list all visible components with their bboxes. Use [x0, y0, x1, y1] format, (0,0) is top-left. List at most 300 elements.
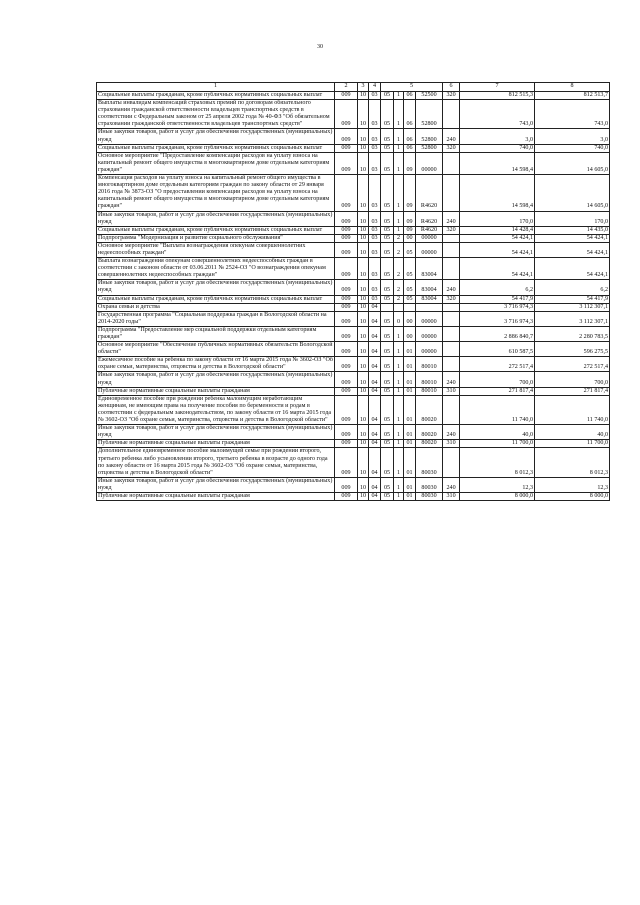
row-code-cell: 10 — [358, 448, 369, 477]
row-amount-cell: 8 000,0 — [460, 492, 535, 500]
row-code-cell: 05 — [404, 242, 416, 257]
header-cell: 1 — [97, 83, 335, 92]
row-code-cell: 009 — [335, 295, 358, 303]
row-code-cell: 009 — [335, 280, 358, 295]
row-code-cell: 10 — [358, 295, 369, 303]
row-amount-cell: 3 112 307,1 — [535, 311, 610, 326]
row-code-cell: 009 — [335, 234, 358, 242]
row-code-cell: 10 — [358, 100, 369, 129]
row-code-cell: R4620 — [416, 226, 443, 234]
row-code-cell: 009 — [335, 395, 358, 424]
table-row — [97, 280, 610, 295]
row-name-cell: Иные закупки товаров, работ и услуг для обеспечения государственных (муниципальных) нужд — [97, 280, 335, 295]
row-code-cell: 1 — [394, 100, 404, 129]
row-code-cell: 04 — [369, 395, 381, 424]
row-amount-cell: 11 740,0 — [460, 395, 535, 424]
row-code-cell: 10 — [358, 129, 369, 144]
row-code-cell: 10 — [358, 492, 369, 500]
row-code-cell: 09 — [404, 211, 416, 226]
row-code-cell: 00000 — [416, 326, 443, 341]
row-code-cell: 320 — [443, 144, 460, 152]
row-code-cell: 01 — [404, 387, 416, 395]
row-amount-cell: 54 424,1 — [535, 242, 610, 257]
row-code-cell — [443, 357, 460, 372]
row-code-cell: 06 — [404, 144, 416, 152]
row-code-cell: 2 — [394, 234, 404, 242]
row-name-cell: Государственная программа "Социальная поддержка граждан в Вологодской области на 2014-2020 годы" — [97, 311, 335, 326]
row-code-cell: 1 — [394, 425, 404, 440]
row-code-cell: 83004 — [416, 280, 443, 295]
row-code-cell: 320 — [443, 226, 460, 234]
page-number: 30 — [317, 44, 323, 50]
row-amount-cell: 54 424,1 — [460, 234, 535, 242]
row-code-cell: 05 — [381, 211, 394, 226]
row-code-cell: 05 — [381, 242, 394, 257]
row-code-cell: 10 — [358, 211, 369, 226]
row-code-cell: 05 — [381, 234, 394, 242]
row-code-cell: 10 — [358, 425, 369, 440]
row-code-cell: 04 — [369, 372, 381, 387]
row-code-cell — [443, 100, 460, 129]
row-code-cell: 05 — [381, 425, 394, 440]
row-code-cell: 03 — [369, 295, 381, 303]
row-amount-cell: 3,0 — [535, 129, 610, 144]
row-amount-cell: 3 716 974,3 — [460, 303, 535, 311]
table-row — [97, 242, 610, 257]
row-amount-cell: 54 424,1 — [460, 242, 535, 257]
row-name-cell: Иные закупки товаров, работ и услуг для обеспечения государственных (муниципальных) нужд — [97, 425, 335, 440]
row-code-cell: 10 — [358, 342, 369, 357]
row-code-cell: 10 — [358, 280, 369, 295]
row-code-cell: 03 — [369, 152, 381, 174]
row-amount-cell: 812 513,7 — [535, 92, 610, 100]
row-amount-cell: 11 700,0 — [535, 440, 610, 448]
row-code-cell: 00 — [404, 311, 416, 326]
row-code-cell: 10 — [358, 357, 369, 372]
row-code-cell: 009 — [335, 226, 358, 234]
row-amount-cell: 12,3 — [535, 477, 610, 492]
row-name-cell: Иные закупки товаров, работ и услуг для обеспечения государственных (муниципальных) нужд — [97, 211, 335, 226]
row-amount-cell: 14 598,4 — [460, 152, 535, 174]
row-code-cell: 04 — [369, 440, 381, 448]
row-code-cell: 01 — [404, 357, 416, 372]
header-cell: 4 — [369, 83, 381, 92]
row-code-cell: 0 — [394, 311, 404, 326]
table-row — [97, 372, 610, 387]
row-code-cell — [381, 303, 394, 311]
row-amount-cell: 54 424,1 — [535, 258, 610, 280]
row-code-cell: 2 — [394, 258, 404, 280]
row-amount-cell: 272 517,4 — [535, 357, 610, 372]
header-cell: 2 — [335, 83, 358, 92]
row-code-cell: 240 — [443, 477, 460, 492]
row-code-cell: 1 — [394, 144, 404, 152]
row-code-cell: 80020 — [416, 440, 443, 448]
row-name-cell: Иные закупки товаров, работ и услуг для обеспечения государственных (муниципальных) нужд — [97, 372, 335, 387]
row-code-cell: 03 — [369, 280, 381, 295]
row-code-cell: 06 — [404, 129, 416, 144]
row-code-cell: 04 — [369, 326, 381, 341]
row-code-cell — [443, 152, 460, 174]
row-code-cell: R4620 — [416, 175, 443, 211]
row-code-cell: 10 — [358, 175, 369, 211]
row-amount-cell: 54 424,1 — [460, 258, 535, 280]
row-code-cell: 05 — [381, 226, 394, 234]
row-code-cell: 320 — [443, 295, 460, 303]
row-code-cell: 03 — [369, 258, 381, 280]
table-row — [97, 152, 610, 174]
row-code-cell: 05 — [404, 280, 416, 295]
row-code-cell: 80010 — [416, 387, 443, 395]
row-code-cell: 03 — [369, 234, 381, 242]
row-code-cell: 1 — [394, 492, 404, 500]
row-code-cell: 80030 — [416, 492, 443, 500]
row-code-cell: 80010 — [416, 372, 443, 387]
row-code-cell: 04 — [369, 342, 381, 357]
row-code-cell: 04 — [369, 477, 381, 492]
budget-table — [96, 82, 610, 501]
row-code-cell: 05 — [381, 448, 394, 477]
row-name-cell: Компенсация расходов на уплату взноса на капитальный ремонт общего имущества в многоквартирном доме отдельным категориям граждан по закону области от 29 января 2016 года № 3873-ОЗ "О предоставлении компенсации расходов на уплату взноса на капитальный ремонт общего имущества в многоквартирном доме отдельным категориям граждан" — [97, 175, 335, 211]
row-name-cell: Социальные выплаты гражданам, кроме публичных нормативных социальных выплат — [97, 226, 335, 234]
row-code-cell: 09 — [404, 226, 416, 234]
row-name-cell: Иные закупки товаров, работ и услуг для обеспечения государственных (муниципальных) нужд — [97, 129, 335, 144]
row-code-cell: 240 — [443, 211, 460, 226]
row-code-cell: 009 — [335, 311, 358, 326]
row-amount-cell: 8 012,3 — [535, 448, 610, 477]
table-row — [97, 395, 610, 424]
row-amount-cell: 3,0 — [460, 129, 535, 144]
row-code-cell: 310 — [443, 440, 460, 448]
row-code-cell: 03 — [369, 242, 381, 257]
row-code-cell: 01 — [404, 448, 416, 477]
table-row — [97, 175, 610, 211]
row-code-cell: 04 — [369, 303, 381, 311]
row-amount-cell: 8 012,3 — [460, 448, 535, 477]
row-name-cell: Публичные нормативные социальные выплаты гражданам — [97, 387, 335, 395]
row-code-cell: 04 — [369, 357, 381, 372]
row-code-cell: 009 — [335, 129, 358, 144]
row-amount-cell: 170,0 — [535, 211, 610, 226]
row-code-cell: 04 — [369, 448, 381, 477]
row-code-cell — [443, 242, 460, 257]
row-code-cell: 04 — [369, 311, 381, 326]
row-code-cell: 05 — [381, 100, 394, 129]
table-row — [97, 303, 610, 311]
row-code-cell: 009 — [335, 326, 358, 341]
row-code-cell: 05 — [404, 295, 416, 303]
row-code-cell: 009 — [335, 144, 358, 152]
row-code-cell: 009 — [335, 242, 358, 257]
row-code-cell: 52500 — [416, 92, 443, 100]
row-amount-cell: 272 517,4 — [460, 357, 535, 372]
row-code-cell: 1 — [394, 129, 404, 144]
row-amount-cell: 40,0 — [460, 425, 535, 440]
row-code-cell — [443, 175, 460, 211]
row-code-cell: 03 — [369, 92, 381, 100]
row-code-cell: 03 — [369, 144, 381, 152]
row-code-cell: 06 — [404, 92, 416, 100]
row-amount-cell: 170,0 — [460, 211, 535, 226]
header-cell: 8 — [535, 83, 610, 92]
row-name-cell: Ежемесячное пособие на ребенка по закону области от 16 марта 2015 года № 3602-ОЗ "Об охране семьи, материнства, отцовства и детства в Вологодской области" — [98, 357, 333, 371]
table-row — [97, 311, 610, 326]
row-name-cell: Основное мероприятие "Предоставление компенсации расходов на уплату взноса на капитальный ремонт общего имущества в многоквартирном доме отдельным категориям граждан" — [97, 152, 335, 174]
table-row — [97, 144, 610, 152]
row-amount-cell: 271 817,4 — [535, 387, 610, 395]
row-code-cell: 05 — [404, 258, 416, 280]
row-code-cell: 1 — [394, 226, 404, 234]
row-code-cell: 01 — [404, 440, 416, 448]
row-code-cell: 2 — [394, 280, 404, 295]
row-code-cell: 05 — [381, 129, 394, 144]
row-code-cell: 2 — [394, 295, 404, 303]
row-code-cell: 04 — [369, 492, 381, 500]
header-cell: 3 — [358, 83, 369, 92]
table-row — [97, 387, 610, 395]
row-code-cell: 10 — [358, 395, 369, 424]
header-cell: 7 — [460, 83, 535, 92]
row-code-cell: 09 — [404, 152, 416, 174]
row-code-cell: R4620 — [416, 211, 443, 226]
row-amount-cell: 14 605,0 — [535, 175, 610, 211]
row-code-cell: 05 — [381, 92, 394, 100]
row-code-cell: 05 — [381, 280, 394, 295]
row-code-cell — [443, 258, 460, 280]
row-code-cell: 10 — [358, 311, 369, 326]
row-code-cell: 80030 — [416, 477, 443, 492]
row-code-cell: 00000 — [416, 311, 443, 326]
row-code-cell: 009 — [335, 100, 358, 129]
row-code-cell: 10 — [358, 303, 369, 311]
row-code-cell: 009 — [335, 303, 358, 311]
table-row — [97, 326, 610, 341]
row-amount-cell: 743,0 — [460, 100, 535, 129]
row-amount-cell: 6,2 — [535, 280, 610, 295]
row-amount-cell: 54 417,9 — [535, 295, 610, 303]
row-code-cell: 05 — [381, 357, 394, 372]
row-code-cell: 240 — [443, 129, 460, 144]
row-code-cell: 310 — [443, 492, 460, 500]
row-code-cell: 00000 — [416, 242, 443, 257]
row-code-cell: 009 — [335, 357, 358, 372]
table-header-row — [97, 83, 610, 92]
row-name-cell: Социальные выплаты гражданам, кроме публичных нормативных социальных выплат — [97, 295, 335, 303]
row-code-cell: 1 — [394, 387, 404, 395]
row-amount-cell: 2 886 840,7 — [460, 326, 535, 341]
table-row — [97, 226, 610, 234]
table-row — [97, 92, 610, 100]
row-code-cell: 10 — [358, 326, 369, 341]
row-code-cell: 03 — [369, 100, 381, 129]
row-amount-cell: 3 112 307,1 — [535, 303, 610, 311]
row-code-cell — [443, 448, 460, 477]
row-amount-cell: 11 700,0 — [460, 440, 535, 448]
row-code-cell: 05 — [381, 372, 394, 387]
row-amount-cell: 14 605,0 — [535, 152, 610, 174]
row-code-cell: 009 — [335, 211, 358, 226]
row-amount-cell: 700,0 — [460, 372, 535, 387]
row-code-cell: 10 — [358, 92, 369, 100]
row-name-cell: Публичные нормативные социальные выплаты гражданам — [97, 492, 335, 500]
row-name-cell: Социальные выплаты гражданам, кроме публичных нормативных социальных выплат — [97, 92, 335, 100]
row-code-cell: 009 — [335, 152, 358, 174]
row-code-cell: 05 — [381, 144, 394, 152]
row-amount-cell: 700,0 — [535, 372, 610, 387]
row-code-cell: 05 — [381, 492, 394, 500]
row-code-cell — [443, 326, 460, 341]
row-name-cell: Подпрограмма "Модернизация и развитие социального обслуживания" — [97, 234, 335, 242]
row-code-cell: 009 — [335, 342, 358, 357]
header-cell: 6 — [443, 83, 460, 92]
row-code-cell: 52800 — [416, 129, 443, 144]
row-code-cell: 240 — [443, 372, 460, 387]
row-code-cell: 10 — [358, 258, 369, 280]
row-name-cell: Основное мероприятие "Выплата вознаграждения опекунам совершеннолетних недееспособных граждан" — [97, 242, 335, 257]
row-code-cell: 01 — [404, 477, 416, 492]
row-amount-cell: 740,0 — [460, 144, 535, 152]
row-code-cell: 52800 — [416, 100, 443, 129]
row-code-cell: 05 — [381, 311, 394, 326]
row-code-cell: 10 — [358, 152, 369, 174]
row-code-cell: 05 — [381, 395, 394, 424]
row-code-cell: 05 — [381, 295, 394, 303]
row-code-cell: 09 — [404, 175, 416, 211]
row-code-cell: 03 — [369, 226, 381, 234]
row-code-cell: 1 — [394, 326, 404, 341]
row-code-cell: 10 — [358, 242, 369, 257]
row-code-cell: 1 — [394, 395, 404, 424]
row-code-cell: 00 — [404, 234, 416, 242]
row-code-cell: 52800 — [416, 144, 443, 152]
row-code-cell: 03 — [369, 175, 381, 211]
row-code-cell: 10 — [358, 387, 369, 395]
row-code-cell: 240 — [443, 280, 460, 295]
row-amount-cell: 610 587,5 — [460, 342, 535, 357]
row-code-cell: 83004 — [416, 295, 443, 303]
row-code-cell — [443, 311, 460, 326]
row-code-cell: 1 — [394, 342, 404, 357]
row-code-cell — [394, 303, 404, 311]
row-code-cell — [443, 234, 460, 242]
row-amount-cell: 740,0 — [535, 144, 610, 152]
table-row — [97, 357, 610, 372]
row-amount-cell: 3 716 974,3 — [460, 311, 535, 326]
row-code-cell: 2 — [394, 242, 404, 257]
row-code-cell: 10 — [358, 477, 369, 492]
table-row — [97, 258, 610, 280]
row-code-cell: 009 — [335, 175, 358, 211]
table-row — [97, 492, 610, 500]
table-row — [97, 448, 610, 477]
row-name-cell: Выплаты инвалидам компенсаций страховых премий по договорам обязательного страхования гражданской ответственности владельцев транспортных средств в соответствии с Федеральным законом от 25 апреля 2002 года № 40-ФЗ "Об обязательном страховании гражданской ответственности владельцев транспортных средств" — [97, 100, 335, 129]
row-code-cell: 10 — [358, 226, 369, 234]
row-code-cell: 10 — [358, 234, 369, 242]
row-amount-cell: 743,0 — [535, 100, 610, 129]
row-code-cell — [443, 395, 460, 424]
row-name-cell: Дополнительное единовременное пособие малоимущей семье при рождении второго, третьего ребенка либо усыновлении второго, третьего ребенка в возрасте до одного года по закону области от 16 марта 2015 года № 3602-ОЗ "Об охране семьи, материнства, отцовства и детства в Вологодской области" — [97, 448, 335, 477]
table-row — [97, 425, 610, 440]
row-code-cell — [404, 303, 416, 311]
row-name-cell: Иные закупки товаров, работ и услуг для обеспечения государственных (муниципальных) нужд — [97, 477, 335, 492]
row-code-cell: 83004 — [416, 258, 443, 280]
row-code-cell: 10 — [358, 372, 369, 387]
row-code-cell: 05 — [381, 175, 394, 211]
row-code-cell: 03 — [369, 211, 381, 226]
row-code-cell: 1 — [394, 440, 404, 448]
row-code-cell: 10 — [358, 144, 369, 152]
row-amount-cell: 11 740,0 — [535, 395, 610, 424]
row-code-cell: 80030 — [416, 448, 443, 477]
row-code-cell: 01 — [404, 372, 416, 387]
row-code-cell: 009 — [335, 440, 358, 448]
row-code-cell: 01 — [404, 395, 416, 424]
row-code-cell: 06 — [404, 100, 416, 129]
row-amount-cell: 2 280 783,5 — [535, 326, 610, 341]
row-code-cell: 1 — [394, 92, 404, 100]
row-code-cell: 00000 — [416, 234, 443, 242]
row-code-cell: 009 — [335, 92, 358, 100]
table-row — [97, 342, 610, 357]
row-name-cell: Социальные выплаты гражданам, кроме публичных нормативных социальных выплат — [97, 144, 335, 152]
table-row — [97, 100, 610, 129]
row-code-cell: 05 — [381, 152, 394, 174]
row-code-cell: 009 — [335, 372, 358, 387]
row-name-cell: Публичные нормативные социальные выплаты гражданам — [97, 440, 335, 448]
row-amount-cell: 54 424,1 — [535, 234, 610, 242]
row-code-cell: 05 — [381, 387, 394, 395]
row-amount-cell: 40,0 — [535, 425, 610, 440]
row-code-cell: 00000 — [416, 152, 443, 174]
row-amount-cell: 812 515,3 — [460, 92, 535, 100]
row-code-cell: 01 — [404, 342, 416, 357]
row-code-cell: 80020 — [416, 395, 443, 424]
row-code-cell: 1 — [394, 477, 404, 492]
row-code-cell — [443, 342, 460, 357]
row-code-cell — [416, 303, 443, 311]
row-code-cell: 05 — [381, 342, 394, 357]
row-code-cell: 1 — [394, 448, 404, 477]
table-row — [97, 211, 610, 226]
row-code-cell: 009 — [335, 425, 358, 440]
row-code-cell: 04 — [369, 387, 381, 395]
table-row — [97, 440, 610, 448]
row-amount-cell: 12,3 — [460, 477, 535, 492]
row-code-cell: 80020 — [416, 425, 443, 440]
row-amount-cell: 14 428,4 — [460, 226, 535, 234]
table-body — [97, 92, 610, 501]
row-code-cell: 009 — [335, 387, 358, 395]
table-row — [97, 477, 610, 492]
row-code-cell: 1 — [394, 152, 404, 174]
row-name-cell: Основное мероприятие "Обеспечение публичных нормативных обязательств Вологодской области" — [98, 342, 333, 356]
row-name-cell: Подпрограмма "Предоставление мер социальной поддержки отдельным категориям граждан" — [97, 326, 335, 341]
row-code-cell: 1 — [394, 357, 404, 372]
row-code-cell: 1 — [394, 372, 404, 387]
row-code-cell: 01 — [404, 492, 416, 500]
row-code-cell: 1 — [394, 211, 404, 226]
row-code-cell: 009 — [335, 492, 358, 500]
row-name-cell: Охрана семьи и детства — [97, 303, 335, 311]
row-code-cell: 05 — [381, 258, 394, 280]
row-code-cell: 05 — [381, 477, 394, 492]
row-code-cell: 310 — [443, 387, 460, 395]
row-code-cell — [443, 303, 460, 311]
row-code-cell: 01 — [404, 425, 416, 440]
row-name-cell: Единовременное пособие при рождении ребенка малоимущим неработающим женщинам, не имеющим права на получение пособия по беременности и родам в соответствии с федеральным законодательством, по закону области от 16 марта 2015 года № 3602-ОЗ "Об охране семьи, материнства, отцовства и детства в Вологодской области" — [97, 395, 335, 424]
row-amount-cell: 6,2 — [460, 280, 535, 295]
row-amount-cell: 8 000,0 — [535, 492, 610, 500]
